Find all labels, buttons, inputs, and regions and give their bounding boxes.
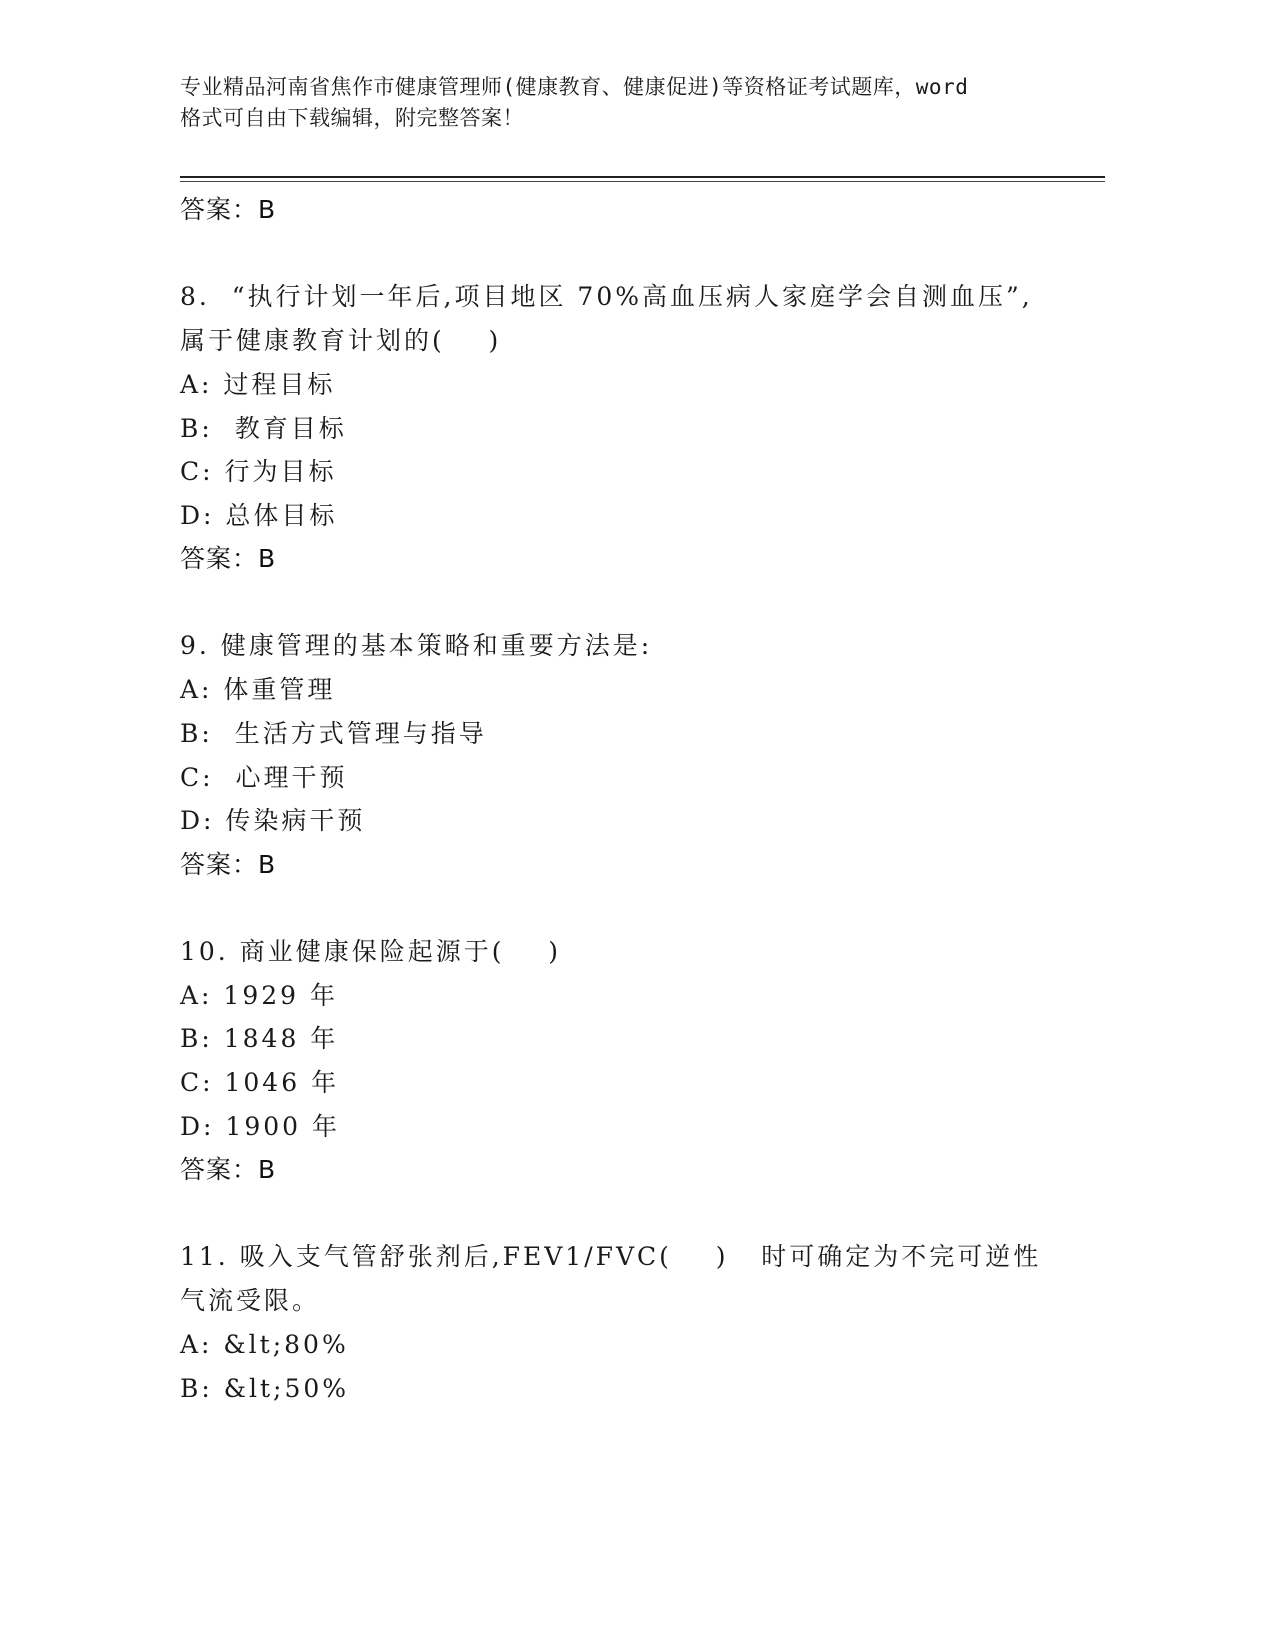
option-a: A: &lt;80% [180, 1330, 349, 1360]
header-divider-thin [180, 181, 1105, 182]
option-a: A: 体重管理 [180, 675, 336, 705]
answer-line: 答案：B [180, 195, 277, 224]
option-b: B: &lt;50% [180, 1373, 350, 1403]
option-c: C: 1046 年 [180, 1067, 340, 1097]
answer-line: 答案：B [180, 544, 277, 574]
question-text: 8. “执行计划一年后,项目地区 70%高血压病人家庭学会自测血压”, [180, 282, 1033, 311]
spacer [180, 581, 1080, 624]
option-b: B: 生活方式管理与指导 [180, 718, 487, 748]
document-body [180, 188, 1080, 1410]
option-a: A: 1929 年 [180, 980, 338, 1010]
answer-line: 答案：B [180, 849, 277, 879]
header-divider-thick [180, 176, 1105, 178]
question-block [180, 624, 1080, 886]
document-header [180, 72, 1060, 134]
question-text: 11. 吸入支气管舒张剂后,FEV1/FVC( ) 时可确定为不完可逆性 [180, 1242, 1042, 1272]
question-block [180, 1235, 1080, 1410]
answer-line: 答案：B [180, 1155, 277, 1185]
option-c: C: 行为目标 [180, 457, 337, 487]
option-d: D: 总体目标 [180, 500, 338, 530]
spacer [180, 1192, 1080, 1235]
option-c: C: 心理干预 [180, 762, 348, 792]
question-block [180, 930, 1080, 1192]
question-text: 9. 健康管理的基本策略和重要方法是: [180, 631, 653, 661]
question-text: 10. 商业健康保险起源于( ) [180, 936, 561, 966]
question-text: 气流受限。 [180, 1286, 321, 1316]
option-b: B: 1848 年 [180, 1024, 339, 1054]
question-block [180, 275, 1080, 581]
option-a: A: 过程目标 [180, 370, 336, 399]
header-line-1: 专业精品河南省焦作市健康管理师(健康教育、健康促进)等资格证考试题库，word [180, 75, 969, 99]
option-d: D: 1900 年 [180, 1111, 340, 1141]
header-line-2: 格式可自由下载编辑，附完整答案！ [180, 106, 524, 130]
question-text: 属于健康教育计划的( ) [180, 326, 502, 355]
spacer [180, 887, 1080, 930]
option-d: D: 传染病干预 [180, 806, 366, 836]
option-b: B: 教育目标 [180, 413, 347, 443]
spacer [180, 232, 1080, 275]
